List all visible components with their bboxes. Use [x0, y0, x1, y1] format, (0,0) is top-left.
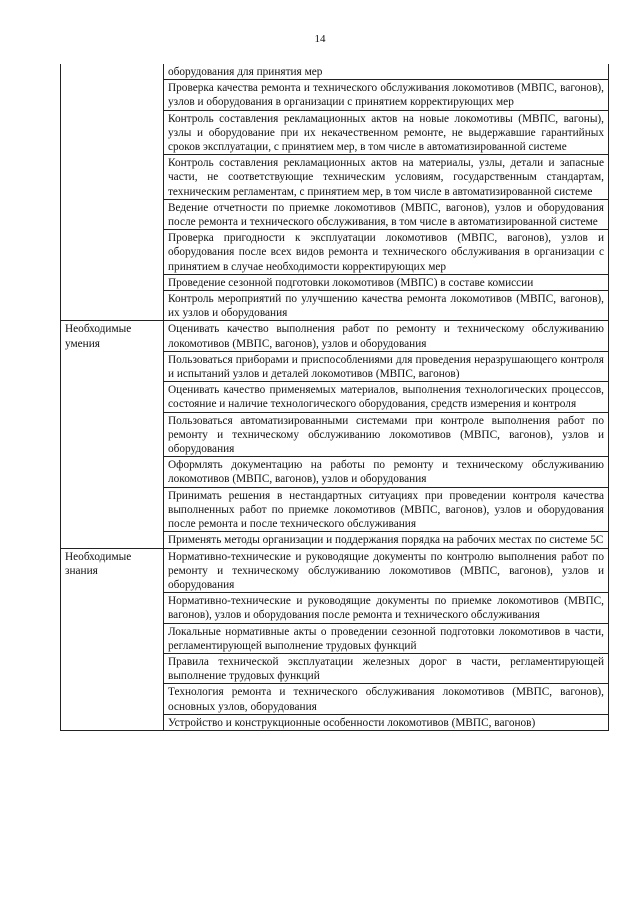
- requirement-item: Локальные нормативные акты о проведении сезонной подготовки локомотивов в части, регламентирующей выполнение трудовых функций: [164, 623, 609, 653]
- continued-section-label: [61, 64, 164, 321]
- knowledge-label: Необходимые знания: [61, 548, 164, 730]
- requirement-item: Ведение отчетности по приемке локомотивов (МВПС, вагонов), узлов и оборудования после ремонта и технического обслуживания, в том числе в автоматизированной системе: [164, 199, 609, 229]
- requirement-item: Правила технической эксплуатации железных дорог в части, регламентирующей выполнение трудовых функций: [164, 653, 609, 683]
- requirement-item: Устройство и конструкционные особенности локомотивов (МВПС, вагонов): [164, 714, 609, 730]
- requirement-item: Контроль составления рекламационных актов на новые локомотивы (МВПС, вагоны), узлы и оборудование при их некачественном ремонте, не выдержавшие гарантийных сроков эксплуатации, с принятием мер, в том числе в автоматизированной системе: [164, 110, 609, 155]
- requirement-item: Проверка пригодности к эксплуатации локомотивов (МВПС, вагонов), узлов и оборудования после всех видов ремонта и технического обслуживания в организации с принятием в случае необходимости корректирующих мер: [164, 230, 609, 275]
- requirement-item: Пользоваться автоматизированными системами при контроле выполнения работ по ремонту и техническому обслуживанию локомотивов (МВПС, вагонов), узлов и оборудования: [164, 412, 609, 457]
- page-number: 14: [314, 33, 326, 45]
- requirement-item: оборудования для принятия мер: [164, 64, 609, 80]
- requirement-item: Проведение сезонной подготовки локомотивов (МВПС) в составе комиссии: [164, 274, 609, 290]
- skills-label: Необходимые умения: [61, 321, 164, 548]
- requirement-item: Контроль мероприятий по улучшению качества ремонта локомотивов (МВПС, вагонов), их узлов и оборудования: [164, 291, 609, 321]
- requirement-item: Оценивать качество применяемых материалов, выполнения технологических процессов, состояние и наличие технологического оборудования, средств измерения и контроля: [164, 382, 609, 412]
- table-row: [61, 321, 609, 351]
- requirement-item: Проверка качества ремонта и технического обслуживания локомотивов (МВПС, вагонов), узлов и оборудования в организации с принятием корректирующих мер: [164, 80, 609, 110]
- requirement-item: Технология ремонта и технического обслуживания локомотивов (МВПС, вагонов), основных узлов, оборудования: [164, 684, 609, 714]
- requirement-item: Оценивать качество выполнения работ по ремонту и техническому обслуживанию локомотивов (МВПС, вагонов), узлов и оборудования: [164, 321, 609, 351]
- table-row: [61, 548, 609, 593]
- table-row: [61, 64, 609, 80]
- requirements-table: [60, 64, 609, 731]
- requirement-item: Оформлять документацию на работы по ремонту и техническому обслуживанию локомотивов (МВПС, вагонов), узлов и оборудования: [164, 457, 609, 487]
- requirement-item: Контроль составления рекламационных актов на материалы, узлы, детали и запасные части, не соответствующие техническим условиям, государственным стандартам, техническим регламентам, с принятием мер, в том числе в автоматизированной системе: [164, 155, 609, 200]
- requirement-item: Нормативно-технические и руководящие документы по контролю выполнения работ по ремонту и техническому обслуживанию локомотивов (МВПС, вагонов), узлов и оборудования: [164, 548, 609, 593]
- requirement-item: Пользоваться приборами и приспособлениями для проведения неразрушающего контроля и испытаний узлов и деталей локомотивов (МВПС, вагонов): [164, 351, 609, 381]
- requirements-table-body: [61, 64, 609, 730]
- requirement-item: Нормативно-технические и руководящие документы по приемке локомотивов (МВПС, вагонов), узлов и оборудования после ремонта и технического обслуживания: [164, 593, 609, 623]
- requirement-item: Применять методы организации и поддержания порядка на рабочих местах по системе 5С: [164, 532, 609, 548]
- requirement-item: Принимать решения в нестандартных ситуациях при проведении контроля качества выполненных работ по приемке локомотивов (МВПС, вагонов), узлов и оборудования после ремонта и после технического обслуживания: [164, 487, 609, 532]
